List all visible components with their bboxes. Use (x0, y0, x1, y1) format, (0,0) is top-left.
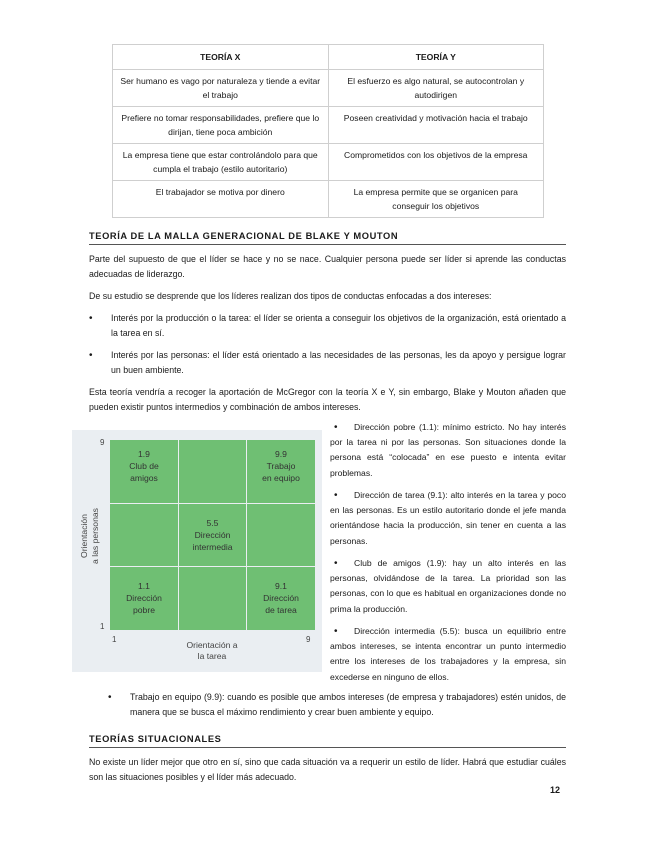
table-cell: Poseen creatividad y motivación hacia el trabajo (328, 107, 544, 144)
table-cell: Comprometidos con los objetivos de la empresa (328, 144, 544, 181)
grid-style-bullet (330, 556, 566, 617)
table-cell: La empresa permite que se organicen para conseguir los objetivos (328, 181, 544, 218)
grid-area (110, 440, 315, 630)
paragraph: Esta teoría vendría a recoger la aportación de McGregor con la teoría X e Y, sin embargo, Blake y Mouton añaden que pueden existir puntos intermedios y combinación de ambos intereses. (89, 387, 566, 412)
grid-style-bullet (330, 624, 566, 685)
bullet-text: Dirección de tarea (9.1): alto interés en la tarea y poco en las personas. Es un estilo autoritario donde el jefe manda orientándose hacia la producción, sin tener en cuenta a las personas. (330, 490, 566, 546)
bullet-item (89, 348, 566, 378)
y-axis-label-line-1: Orientación (79, 514, 89, 558)
table-header-theory-x: TEORÍA X (113, 45, 329, 70)
grid-divider (110, 503, 315, 504)
section-heading-blake-mouton: TEORÍA DE LA MALLA GENERACIONAL DE BLAKE Y MOUTON (89, 231, 566, 245)
table-cell: El trabajador se motiva por dinero (113, 181, 329, 218)
paragraph: De su estudio se desprende que los líderes realizan dos tipos de conductas enfocadas a dos intereses: (89, 291, 492, 301)
table-cell: Ser humano es vago por naturaleza y tiende a evitar el trabajo (113, 70, 329, 107)
bullet-icon: • (334, 626, 338, 637)
y-axis-label (79, 496, 101, 576)
bullet-icon: • (108, 692, 112, 703)
paragraph: No existe un líder mejor que otro en sí, sino que cada situación va a requerir un estilo de líder. Habrá que estudiar cuáles son las situaciones posibles y el líder más adecuado. (89, 757, 566, 782)
bullet-item (108, 690, 566, 720)
x-tick-right: 9 (306, 635, 311, 644)
table-header-theory-y: TEORÍA Y (328, 45, 544, 70)
table-row (113, 107, 544, 144)
table-header-row (113, 45, 544, 70)
bullet-icon: • (89, 313, 93, 324)
cell-direccion-intermedia: 5.5 Dirección intermedia (192, 518, 233, 552)
bullet-item (89, 311, 566, 341)
x-tick-left: 1 (112, 635, 117, 644)
bullet-text: Interés por las personas: el líder está orientado a las necesidades de las personas, les da apoyo y persigue lograr un buen ambiente. (111, 350, 566, 375)
cell-club-de-amigos: 1.9 Club de amigos (129, 449, 159, 483)
cell-trabajo-en-equipo: 9.9 Trabajo en equipo (262, 449, 300, 483)
theory-xy-table (112, 44, 544, 218)
paragraph: Parte del supuesto de que el líder se hace y no se nace. Cualquier persona puede ser líder si aprende las conductas adecuadas de liderazgo. (89, 254, 566, 279)
page-number: 12 (550, 785, 561, 795)
bullet-text: Trabajo en equipo (9.9): cuando es posible que ambos intereses (de empresa y trabajadores) estén unidos, de manera que se busca el máximo rendimiento y crear buen ambiente y equipo. (130, 692, 566, 717)
section-heading-teorias-situacionales: TEORÍAS SITUACIONALES (89, 734, 566, 748)
y-tick-bottom: 1 (100, 622, 105, 631)
table-cell: La empresa tiene que estar controlándolo para que cumpla el trabajo (estilo autoritario) (113, 144, 329, 181)
bullet-icon: • (334, 422, 338, 433)
x-axis-label (167, 640, 257, 662)
table-cell: El esfuerzo es algo natural, se autocontrolan y autodirigen (328, 70, 544, 107)
grid-style-bullet (330, 420, 566, 481)
bullet-icon: • (334, 558, 338, 569)
grid-style-bullet (330, 488, 566, 549)
bullet-icon: • (89, 350, 93, 361)
bullet-text: Club de amigos (1.9): hay un alto interés en las personas, olvidándose de la tarea. La prioridad son las personas, con lo que es habitual en organizaciones donde no prima la producción. (330, 558, 566, 614)
bullet-icon: • (334, 490, 338, 501)
bullet-text: Dirección pobre (1.1): mínimo estricto. No hay interés por la tarea ni por las personas. Son situaciones donde la persona está “colocada” en ese puesto e intenta evitar problemas. (330, 422, 566, 478)
cell-direccion-pobre: 1.1 Dirección pobre (126, 581, 162, 615)
bullet-text: Dirección intermedia (5.5): busca un equilibrio entre ambos intereses, se intenta encontrar un punto intermedio entre los intereses de los trabajadores y la empresa, sin excederse en ninguno de ellos. (330, 626, 566, 682)
table-row (113, 181, 544, 218)
cell-direccion-de-tarea: 9.1 Dirección de tarea (263, 581, 299, 615)
table-cell: Prefiere no tomar responsabilidades, prefiere que lo dirijan, tiene poca ambición (113, 107, 329, 144)
table-row (113, 144, 544, 181)
y-tick-top: 9 (100, 438, 105, 447)
bullet-text: Interés por la producción o la tarea: el líder se orienta a conseguir los objetivos de la organización, está orientado a la tarea en sí. (111, 313, 566, 338)
x-axis-label-line-1: Orientación a (186, 640, 238, 650)
y-axis-label-line-2: a las personas (90, 508, 100, 564)
table-row (113, 70, 544, 107)
managerial-grid-figure (72, 430, 322, 672)
x-axis-label-line-2: la tarea (197, 651, 227, 661)
grid-divider (110, 566, 315, 567)
